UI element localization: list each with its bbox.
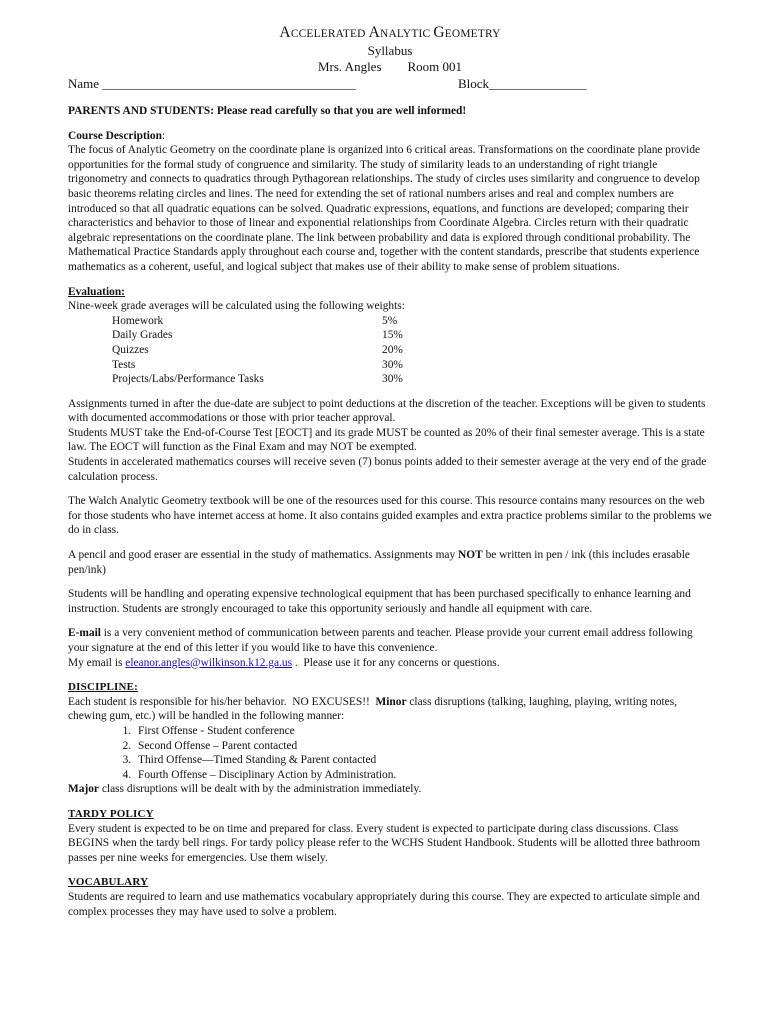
- discipline-heading: DISCIPLINE:: [68, 681, 139, 694]
- name-field: Name _______________________________________: [68, 76, 356, 91]
- name-block-line: [68, 76, 712, 92]
- weight-row: Daily Grades 15%: [112, 329, 403, 342]
- evaluation-heading: Evaluation: [68, 285, 122, 298]
- pencil-paragraph: A pencil and good eraser are essential in the study of mathematics. Assignments may NOT be written in pen / ink (this includes erasable pen/ink): [68, 549, 690, 576]
- block-field: Block_______________: [458, 76, 587, 91]
- document-body: [68, 24, 712, 919]
- offense-list: [68, 724, 712, 782]
- list-item: 2. Second Offense – Parent contacted: [134, 739, 712, 754]
- eoct-policy: Students MUST take the End-of-Course Test [EOCT] and its grade MUST be counted as 20% of their final semester average. This is a state law. The EOCT will function as the Final Exam and may NOT be exempted.: [68, 426, 705, 454]
- weight-row: Projects/Labs/Performance Tasks 30%: [112, 373, 403, 386]
- course-description-section: Course Description: The focus of Analytic Geometry on the coordinate plane is organized into 6 critical areas. Transformations on the coordinate plane provide opportunities for the formal study of congruence and similarity. The study of similarity leads to an understanding of right triangle trigonometry and connects to quadratics through Pythagorean relationships. The study of circles uses similarity and congruence to develop basic theorems relating circles and lines. The need for extending the set of rational numbers arises and real and complex numbers are introduced so that all quadratic equations can be solved. Quadratic expressions, equations, and functions are developed; comparing their characteristics and behavior to those of linear and exponential relationships from Coordinate Algebra. Circles return with their quadratic algebraic representations on the coordinate plane. The link between probability and data is explored through conditional probability. The Mathematical Practice Standards apply throughout each course and, together with the content standards, prescribe that students experience mathematics as a coherent, useful, and logical subject that makes use of their ability to make sense of problem situations.: [68, 129, 712, 275]
- teacher-email-link[interactable]: eleanor.angles@wilkinson.k12.ga.us: [125, 656, 293, 669]
- textbook-paragraph: The Walch Analytic Geometry textbook will be one of the resources used for this course. This resource contains many resources on the web for those students who have internet access at home. It also contains guided examples and extra practice problems similar to the problems we do in class.: [68, 495, 712, 537]
- discipline-section: DISCIPLINE: Each student is responsible for his/her behavior. NO EXCUSES!! Minor class disruptions (talking, laughing, playing, writing notes, chewing gum, etc.) will be handled in the following manner: 1. First Offense - Student conference 2. Second Offense – Parent contacted 3. Third Offense—Timed Standing & Parent contacted 4. Fourth Offense – Disciplinary Action by Administration. Major class disruptions will be dealt with by the administration immediately.: [68, 680, 712, 797]
- evaluation-section: Evaluation: Nine-week grade averages will be calculated using the following weights: Homework 5% Daily Grades 15% Quizzes 20% Tests 30% Projects/Labs/Performance Tasks 30% Assignments turned in after the due-date are subject to point deductions at the discretion of the teacher. Exceptions will be given to students with documented accommodations or those with prior teacher approval. Students MUST take the End-of-Course Test [EOCT] and its grade MUST be counted as 20% of their final semester average. This is a state law. The EOCT will function as the Final Exam and may NOT be exempted. Students in accelerated mathematics courses will receive seven (7) bonus points added to their semester average at the very end of the grade calculation process.: [68, 285, 712, 485]
- vocabulary-heading: VOCABULARY: [68, 876, 149, 889]
- document-subtitle: Syllabus: [367, 43, 413, 58]
- tardy-section: [68, 807, 712, 865]
- email-section: E-mail is a very convenient method of communication between parents and teacher. Please provide your current email address following your signature at the end of this letter if you would like to have this convenience. My email is eleanor.angles@wilkinson.k12.ga.us . Please use it for any concerns or questions.: [68, 627, 693, 669]
- list-item: 4. Fourth Offense – Disciplinary Action by Administration.: [134, 768, 712, 783]
- course-description-text: The focus of Analytic Geometry on the coordinate plane is organized into 6 critical areas. Transformations on the coordinate plane provide opportunities for the formal study of congruence and similarity. The study of similarity leads to an understanding of right triangle trigonometry and connects to quadratics through Pythagorean relationships. The study of circles uses similarity and congruence to develop basic theorems relating circles and lines. The need for extending the set of rational numbers arises and real and complex numbers are introduced so that all quadratic equations can be solved. Quadratic expressions, equations, and functions are developed; comparing their characteristics and behavior to those of linear and exponential relationships from Coordinate Algebra. Circles return with their quadratic algebraic representations on the coordinate plane. The link between probability and data is explored through conditional probability. The Mathematical Practice Standards apply throughout each course and, together with the content standards, prescribe that students experience mathematics as a coherent, useful, and logical subject that makes use of their ability to make sense of problem situations.: [68, 144, 701, 273]
- grade-weights-table: [112, 314, 712, 387]
- vocabulary-section: [68, 875, 712, 919]
- evaluation-intro: Nine-week grade averages will be calculated using the following weights:: [68, 300, 405, 313]
- vocabulary-text: Students are required to learn and use mathematics vocabulary appropriately during this course. They are expected to articulate simple and complex processes they may have used to solve a problem.: [68, 890, 700, 918]
- tardy-heading: TARDY POLICY: [68, 807, 154, 820]
- weight-row: Quizzes 20%: [112, 343, 403, 356]
- weight-row: Homework 5%: [112, 314, 398, 327]
- list-item: 3. Third Offense—Timed Standing & Parent contacted: [134, 753, 712, 768]
- tardy-text: Every student is expected to be on time and prepared for class. Every student is expected to participate during class discussions. Class BEGINS when the tardy bell rings. For tardy policy please refer to the WCHS Student Handbook. Students will be allotted three bathroom passes per nine weeks for emergencies. Use them wisely.: [68, 822, 701, 864]
- notice-heading: PARENTS AND STUDENTS: Please read carefully so that you are well informed!: [68, 105, 467, 117]
- teacher-room-line: Mrs. Angles Room 001: [317, 59, 463, 74]
- course-description-heading: Course Description: [68, 129, 162, 142]
- document-title: ACCELERATED ANALYTIC GEOMETRY: [279, 24, 501, 41]
- weight-row: Tests 30%: [112, 358, 403, 371]
- bonus-points-policy: Students in accelerated mathematics courses will receive seven (7) bonus points added to their semester average at the very end of the grade calculation process.: [68, 456, 707, 483]
- late-work-policy: Assignments turned in after the due-date are subject to point deductions at the discretion of the teacher. Exceptions will be given to students with documented accommodations or those with prior teacher approval.: [68, 397, 706, 425]
- list-item: 1. First Offense - Student conference: [134, 724, 712, 739]
- equipment-paragraph: Students will be handling and operating expensive technological equipment that has been purchased specifically to enhance learning and instruction. Students are strongly encouraged to take this opportunity seriously and handle all equipment with care.: [68, 588, 691, 615]
